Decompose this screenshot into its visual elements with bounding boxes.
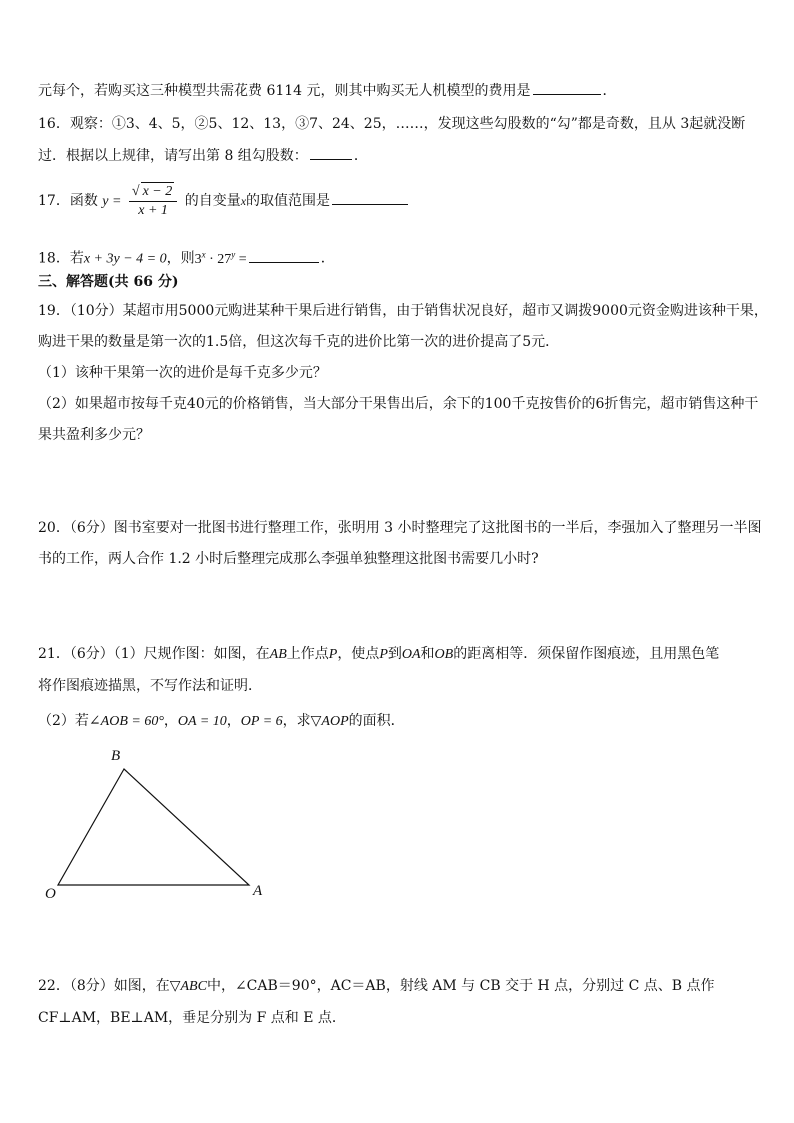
q22-line2: CF⊥AM，BE⊥AM，垂足分别为 F 点和 E 点． xyxy=(38,1010,346,1026)
q17-radicand: x − 2 xyxy=(142,184,173,199)
q17-prefix: 17．函数 xyxy=(38,193,98,209)
label-O: O xyxy=(45,886,56,902)
q20-line2: 书的工作，两人合作 1.2 小时后整理完成那么李强单独整理这批图书需要几小时? xyxy=(38,551,539,567)
q19-line2: 购进干果的数量是第一次的1.5倍，但这次每千克的进价比第一次的进价提高了5元． xyxy=(38,334,560,350)
q21-oa10: OA = 10 xyxy=(177,714,227,729)
q22-triangle: ▽ABC xyxy=(169,979,207,994)
q18-mid: ，则 xyxy=(166,250,195,267)
q17-x: x xyxy=(240,194,247,208)
q17-mid: 的自变量 xyxy=(184,193,241,209)
q18-expression: $3^x \cdot 27^y$ = xyxy=(194,249,247,267)
q16-end: ． xyxy=(353,148,368,164)
q17-denominator: x + 1 xyxy=(138,203,168,218)
q19-part2-line2: 果共盈利多少元？ xyxy=(38,427,150,443)
q19-line1: 19．（10分）某超市用5000元购进某种干果后进行销售，由于销售状况良好，超市又调拨9000元资金购进该种干果， xyxy=(38,303,768,319)
q21-p: P xyxy=(328,647,338,662)
q22-line1: 22．（8分）如图，在▽ABC中，∠CAB＝90°，AC＝AB，射线 AM 与 CB 交于 H 点，分别过 C 点、B 点作 xyxy=(38,978,715,994)
q17-numerator: √ x − 2 xyxy=(129,182,177,202)
q21-ab: AB xyxy=(269,647,287,662)
q21-p2: P xyxy=(379,647,388,662)
q21-op6: OP = 6 xyxy=(240,714,283,729)
label-B: B xyxy=(111,748,121,764)
section3-title: 三、解答题(共 66 分) xyxy=(38,274,179,290)
q21-line1: 21．（6分）（1）尺规作图：如图，在AB上作点P，使点P到OA和OB的距离相等．须保留作图痕迹，且用黑色笔 xyxy=(38,646,720,662)
q17-post: 的取值范围是 xyxy=(246,193,331,209)
triangle-aob xyxy=(58,769,249,885)
q21-oa: OA xyxy=(401,647,421,662)
q20-line1: 20．（6分）图书室要对一批图书进行整理工作，张明用 3 小时整理完了这批图书的一半后，李强加入了整理另一半图 xyxy=(38,520,762,536)
q21-line2: 将作图痕迹描黑，不写作法和证明． xyxy=(38,678,262,694)
label-A: A xyxy=(253,883,263,899)
q17-y: y = xyxy=(102,194,122,209)
q18-prefix: 18．若 xyxy=(38,250,84,267)
q15-end: ． xyxy=(602,83,617,99)
q18-end: ． xyxy=(320,250,335,267)
q19-part1: （1）该种干果第一次的进价是每千克多少元？ xyxy=(38,365,327,381)
q21-angle: ∠AOB = 60° xyxy=(88,714,164,729)
q16-text: 过．根据以上规律，请写出第 8 组勾股数： xyxy=(38,148,308,164)
q21-part2: （2）若∠AOB = 60°，OA = 10，OP = 6，求▽AOP的面积． xyxy=(38,713,405,729)
q21-triangle: ▽AOP xyxy=(310,714,349,729)
q18-equation: x + 3y − 4 = 0 xyxy=(83,251,167,267)
q21-ob: OB xyxy=(434,647,454,662)
q19-part2-line1: （2）如果超市按每千克40元的价格销售，当大部分干果售出后，余下的100千克按售价的6折售完，超市销售这种干 xyxy=(38,396,759,412)
q16-line1: 16．观察：①3、4、5，②5、12、13，③7、24、25，……，发现这些勾股数的“勾”都是奇数，且从 3起就没断 xyxy=(38,116,746,132)
q15-text: 元每个，若购买这三种模型共需花费 6114 元，则其中购买无人机模型的费用是 xyxy=(38,83,531,99)
